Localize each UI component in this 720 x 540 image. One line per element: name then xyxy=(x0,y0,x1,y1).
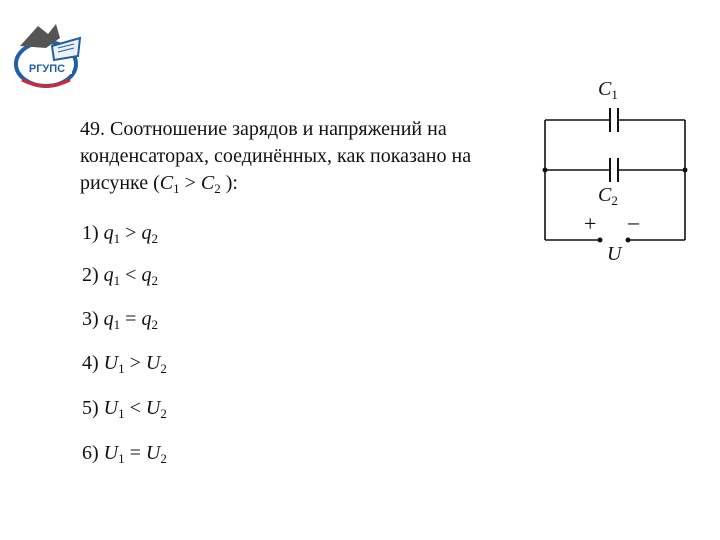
terminal-negative xyxy=(626,238,631,243)
c1-symbol: C xyxy=(159,172,174,194)
circuit-diagram xyxy=(530,80,710,270)
terminal-positive xyxy=(598,238,603,243)
question-tail: ): xyxy=(220,172,238,194)
option-number: 5) xyxy=(82,397,99,419)
option-operator: > xyxy=(129,352,141,374)
option-right: q xyxy=(141,308,152,330)
option-left-sub: 1 xyxy=(113,231,121,246)
option-right-sub: 2 xyxy=(151,317,158,332)
option-number: 1) xyxy=(82,222,99,244)
answer-option-5[interactable] xyxy=(82,397,167,420)
c1-subscript: 1 xyxy=(173,181,180,196)
option-right: U xyxy=(145,352,161,374)
answer-option-3[interactable] xyxy=(82,308,158,331)
option-right: U xyxy=(145,397,161,419)
option-left-sub: 1 xyxy=(113,273,121,288)
option-left: q xyxy=(103,264,114,286)
answer-option-2[interactable] xyxy=(82,264,158,287)
option-left-sub: 1 xyxy=(113,317,121,332)
option-operator: < xyxy=(125,264,137,286)
option-right-sub: 2 xyxy=(160,361,167,376)
option-right: q xyxy=(141,222,152,244)
option-left-sub: 1 xyxy=(118,451,125,466)
logo-text: РГУПС xyxy=(28,63,66,75)
option-number: 3) xyxy=(82,308,99,330)
junction-left xyxy=(543,168,548,173)
option-operator: > xyxy=(125,222,137,244)
option-left: U xyxy=(103,397,119,419)
plus-sign: + xyxy=(584,211,597,236)
option-left-sub: 1 xyxy=(118,361,125,376)
option-left: q xyxy=(103,308,114,330)
answer-option-1[interactable] xyxy=(82,222,158,245)
option-right-sub: 2 xyxy=(160,406,167,421)
option-number: 4) xyxy=(82,352,99,374)
option-left: q xyxy=(103,222,114,244)
option-left: U xyxy=(103,442,119,464)
option-left: U xyxy=(103,352,119,374)
question-text xyxy=(80,116,530,197)
option-operator: < xyxy=(129,397,141,419)
voltage-label: U xyxy=(607,243,622,265)
option-right-sub: 2 xyxy=(160,451,167,466)
option-right-sub: 2 xyxy=(151,231,158,246)
option-right-sub: 2 xyxy=(151,273,158,288)
comparison-operator: > xyxy=(179,172,201,194)
university-logo xyxy=(8,16,88,96)
option-right: U xyxy=(145,442,161,464)
c2-symbol: C xyxy=(200,172,215,194)
answer-option-4[interactable] xyxy=(82,352,167,375)
option-right: q xyxy=(141,264,152,286)
option-number: 2) xyxy=(82,264,99,286)
c2-label: $C_2$ xyxy=(598,184,618,208)
question-number: 49. xyxy=(80,118,105,140)
option-number: 6) xyxy=(82,442,99,464)
answer-option-6[interactable] xyxy=(82,442,167,465)
junction-right xyxy=(683,168,688,173)
question-body: Соотношение зарядов и напряжений на конденсаторах, соединённых, как показано на рисунке ( xyxy=(80,118,472,194)
option-operator: = xyxy=(125,308,137,330)
option-left-sub: 1 xyxy=(118,406,125,421)
option-operator: = xyxy=(129,442,141,464)
c2-subscript: 2 xyxy=(214,181,221,196)
minus-sign: – xyxy=(628,209,639,234)
c1-label: $C_1$ xyxy=(598,78,618,102)
